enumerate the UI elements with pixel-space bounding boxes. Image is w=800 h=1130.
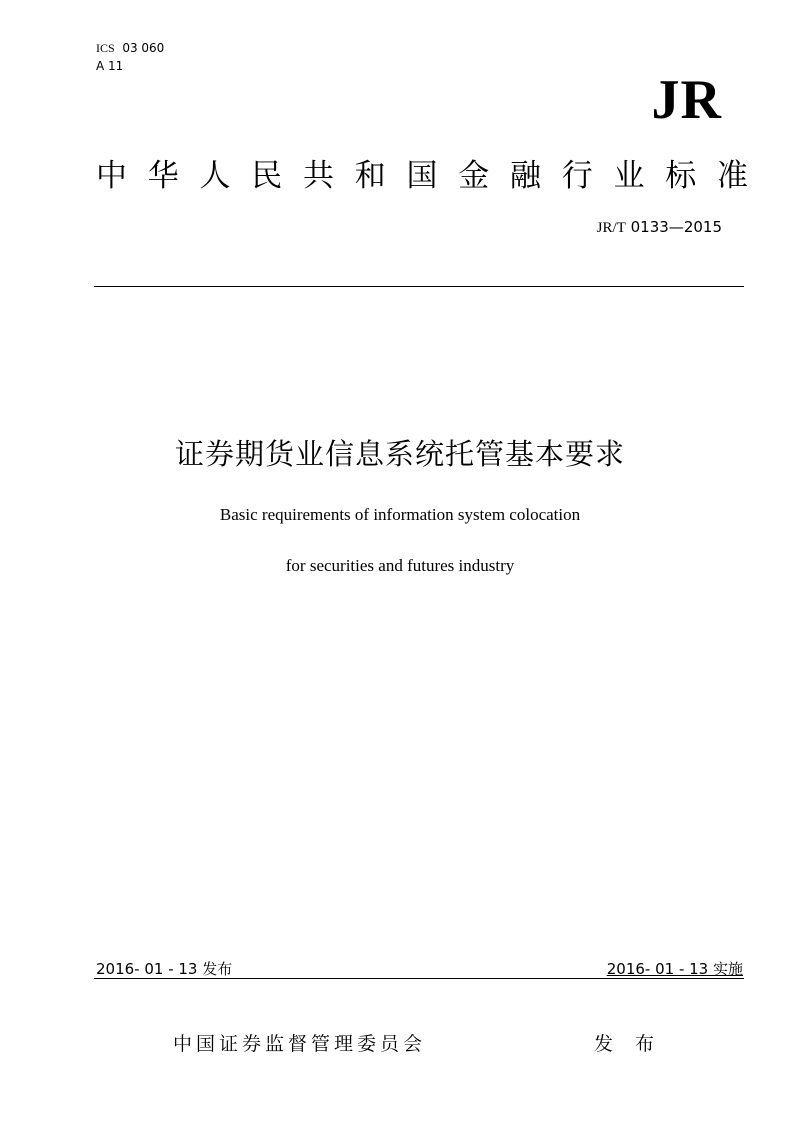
standard-code: [597, 216, 722, 239]
org-char: 人: [199, 158, 231, 194]
implementation-date: 2016- 01 - 13 实施: [606, 960, 743, 978]
top-divider: [94, 286, 744, 287]
organization-standard-title: [96, 156, 748, 196]
org-char: 融: [510, 158, 541, 194]
bottom-divider: [94, 978, 744, 979]
standard-code-number: 0133—2015: [630, 218, 722, 236]
org-char: 华: [147, 158, 179, 194]
org-char: 和: [354, 158, 386, 194]
document-title-english-line2: for securities and futures industry: [285, 556, 515, 575]
org-char: 标: [665, 158, 697, 194]
ics-label: ICS: [96, 41, 115, 55]
publisher-name: 中国证券监督管理委员会: [173, 1033, 427, 1055]
org-char: 国: [406, 158, 438, 194]
org-char: 共: [303, 158, 334, 194]
document-title-english-line1: Basic requirements of information system colocation: [219, 505, 581, 524]
jr-logo: JR: [651, 69, 722, 131]
org-char: 民: [251, 158, 283, 194]
ics-code: [96, 40, 164, 56]
org-char: 行: [561, 158, 593, 194]
standard-code-prefix: JR/T: [596, 220, 626, 236]
org-char: 业: [613, 158, 645, 194]
document-title-chinese: 证券期货业信息系统托管基本要求: [174, 437, 625, 471]
org-char: 中: [96, 158, 127, 194]
org-char: 金: [458, 158, 490, 194]
org-char: 准: [717, 158, 748, 194]
ccs-code: A 11: [96, 59, 124, 73]
issue-date: 2016- 01 - 13 发布: [96, 960, 233, 978]
publish-label: 发 布: [594, 1033, 663, 1055]
ics-value: 03 060: [122, 41, 165, 55]
